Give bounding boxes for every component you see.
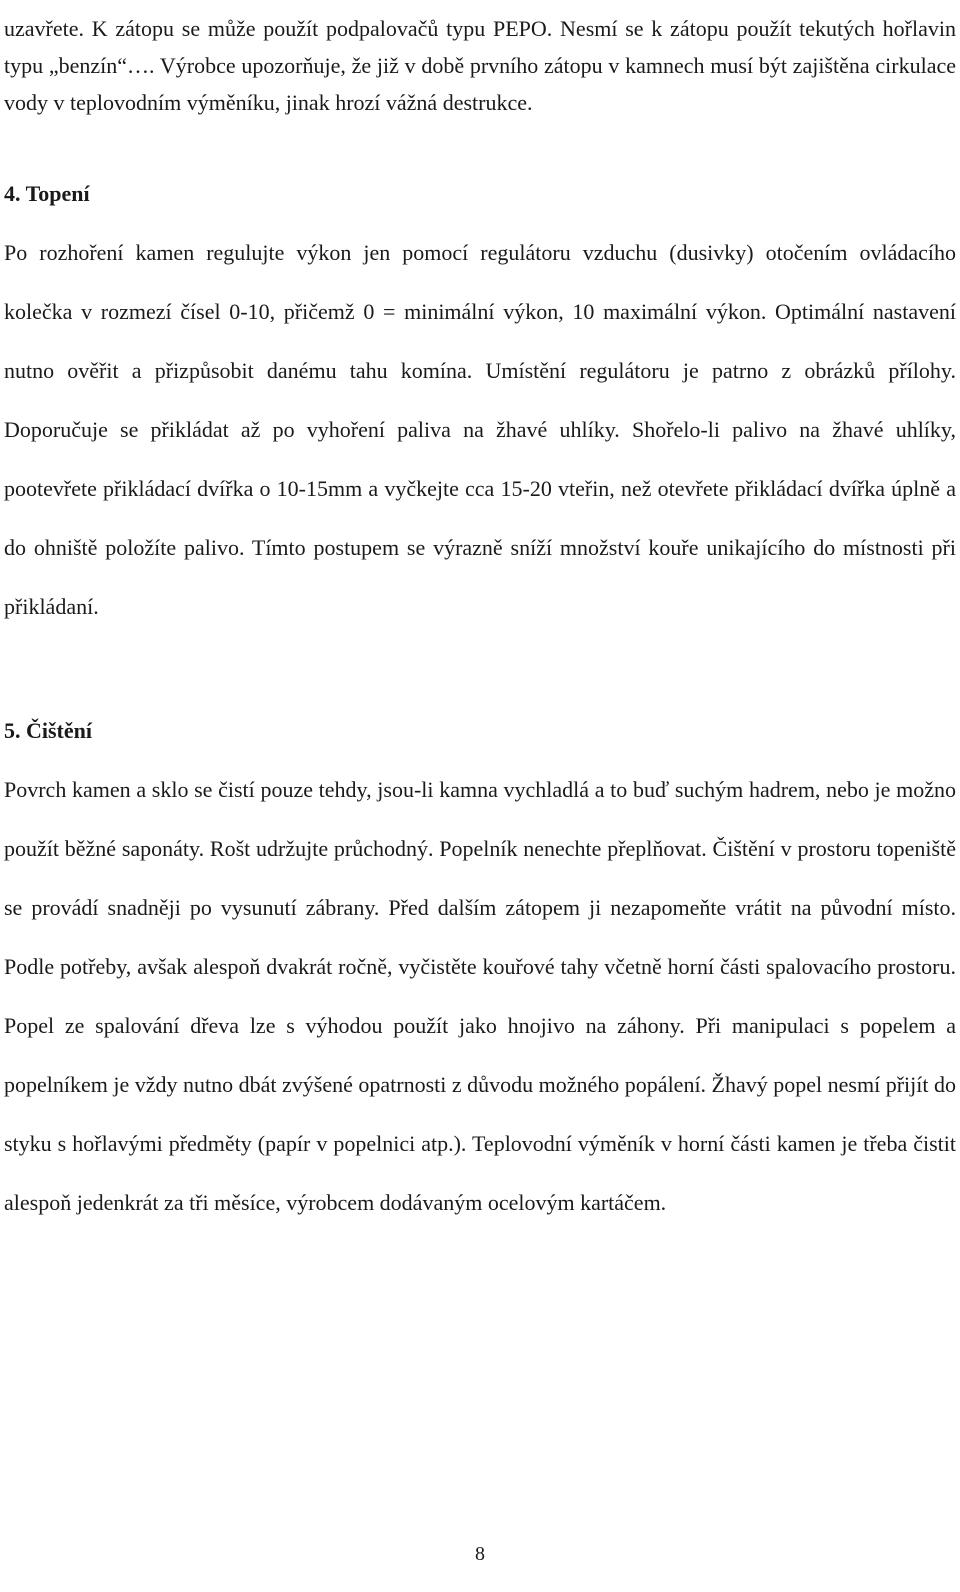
section-heading-topeni: 4. Topení (4, 181, 90, 206)
page-number: 8 (475, 1543, 485, 1565)
section-heading-cisteni: 5. Čištění (4, 718, 92, 743)
intro-paragraph: uzavřete. K zátopu se může použít podpalovačů typu PEPO. Nesmí se k zátopu použít tekutých hořlavin typu „benzín“…. Výrobce upozorňuje, že již v době prvního zátopu v kamnech musí být zajištěna cirkulace vody v teplovodním výměníku, jinak hrozí vážná destrukce. (4, 16, 956, 115)
section-paragraph-topeni: Po rozhoření kamen regulujte výkon jen pomocí regulátoru vzduchu (dusivky) otočením ovládacího kolečka v rozmezí čísel 0-10, přičemž 0 = minimální výkon, 10 maximální výkon. Optimální nastavení nutno ověřit a přizpůsobit danému tahu komína. Umístění regulátoru je patrno z obrázků přílohy. Doporučuje se přikládat až po vyhoření paliva na žhavé uhlíky. Shořelo-li palivo na žhavé uhlíky, pootevřete přikládací dvířka o 10-15mm a vyčkejte cca 15-20 vteřin, než otevřete přikládací dvířka úplně a do ohniště položíte palivo. Tímto postupem se výrazně sníží množství kouře unikajícího do místnosti při přikládaní. (4, 240, 956, 619)
section-paragraph-cisteni: Povrch kamen a sklo se čistí pouze tehdy, jsou-li kamna vychladlá a to buď suchým hadrem, nebo je možno použít běžné saponáty. Rošt udržujte průchodný. Popelník nenechte přeplňovat. Čištění v prostoru topeniště se provádí snadněji po vysunutí zábrany. Před dalším zátopem ji nezapomeňte vrátit na původní místo. Podle potřeby, avšak alespoň dvakrát ročně, vyčistěte kouřové tahy včetně horní části spalovacího prostoru. Popel ze spalování dřeva lze s výhodou použít jako hnojivo na záhony. Při manipulaci s popelem a popelníkem je vždy nutno dbát zvýšené opatrnosti z důvodu možného popálení. Žhavý popel nesmí přijít do styku s hořlavými předměty (papír v popelnici atp.). Teplovodní výměník v horní části kamen je třeba čistit alespoň jedenkrát za tři měsíce, výrobcem dodávaným ocelovým kartáčem. (4, 777, 956, 1215)
